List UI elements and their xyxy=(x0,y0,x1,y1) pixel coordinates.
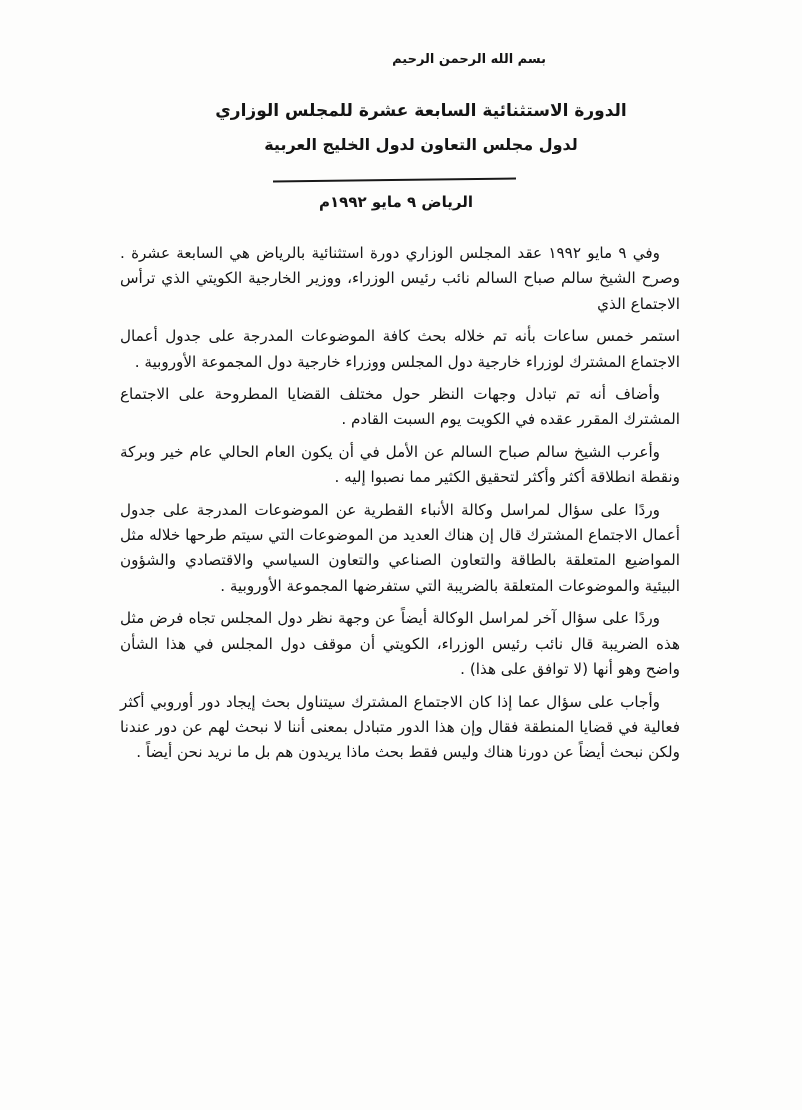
basmala-text: بسم الله الرحمن الرحيم xyxy=(392,52,546,67)
body-paragraph: وردًا على سؤال لمراسل وكالة الأنباء القطرية عن الموضوعات المدرجة على جدول أعمال الاجتماع المشترك قال إن هناك العديد من الموضوعات التي سيتم طرحها خلاله مثل المواضيع المتعلقة بالطاقة والتعاون الصناعي والتعاون السياسي والاقتصادي والشؤون البيئية والموضوعات المتعلقة بالضريبة التي ستفرضها المجموعة الأوروبية . xyxy=(120,500,680,595)
body-paragraph: وأضاف أنه تم تبادل وجهات النظر حول مختلف القضايا المطروحة على الاجتماع المشترك المقرر عقده في الكويت يوم السبت القادم . xyxy=(120,385,680,429)
document-body xyxy=(120,241,680,773)
body-paragraph: وأجاب على سؤال عما إذا كان الاجتماع المشترك سيتناول بحث إيجاد دور أوروبي أكثر فعالية في قضايا المنطقة فقال وإن هذا الدور متبادل بمعنى أننا لا نبحث لهم عن دور عندنا ولكن نبحث أيضاً عن دورنا هناك وليس فقط بحث ماذا يريدون هم بل ما نريد نحن أيضاً . xyxy=(120,692,680,762)
dateline: الرياض ٩ مايو ١٩٩٢م xyxy=(319,193,473,211)
body-paragraph: وأعرب الشيخ سالم صباح السالم عن الأمل في أن يكون العام الحالي عام خير وبركة ونقطة انطلاقة أكثر وأكثر لتحقيق الكثير مما نصبوا إليه . xyxy=(120,442,680,487)
body-paragraph: استمر خمس ساعات بأنه تم خلاله بحث كافة الموضوعات المدرجة على جدول أعمال الاجتماع المشترك لوزراء خارجية دول المجلس ووزراء خارجية دول المجموعة الأوروبية . xyxy=(120,327,680,371)
title-line-2: لدول مجلس التعاون لدول الخليج العربية xyxy=(264,135,578,154)
title-line-1: الدورة الاستثنائية السابعة عشرة للمجلس الوزاري xyxy=(215,101,627,121)
title-underline-rule xyxy=(273,178,516,183)
body-paragraph: وفي ٩ مايو ١٩٩٢ عقد المجلس الوزاري دورة استثنائية بالرياض هي السابعة عشرة . وصرح الشيخ سالم صباح السالم نائب رئيس الوزراء، ووزير الخارجية الكويتي الذي ترأس الاجتماع الذي xyxy=(120,244,680,313)
body-paragraph: وردًا على سؤال آخر لمراسل الوكالة أيضاً عن وجهة نظر دول المجلس تجاه فرض مثل هذه الضريبة قال نائب رئيس الوزراء، الكويتي أن موقف دول المجلس في هذا الشأن واضح وهو أنها (لا توافق على هذا) . xyxy=(120,609,680,679)
document-title xyxy=(40,100,802,156)
